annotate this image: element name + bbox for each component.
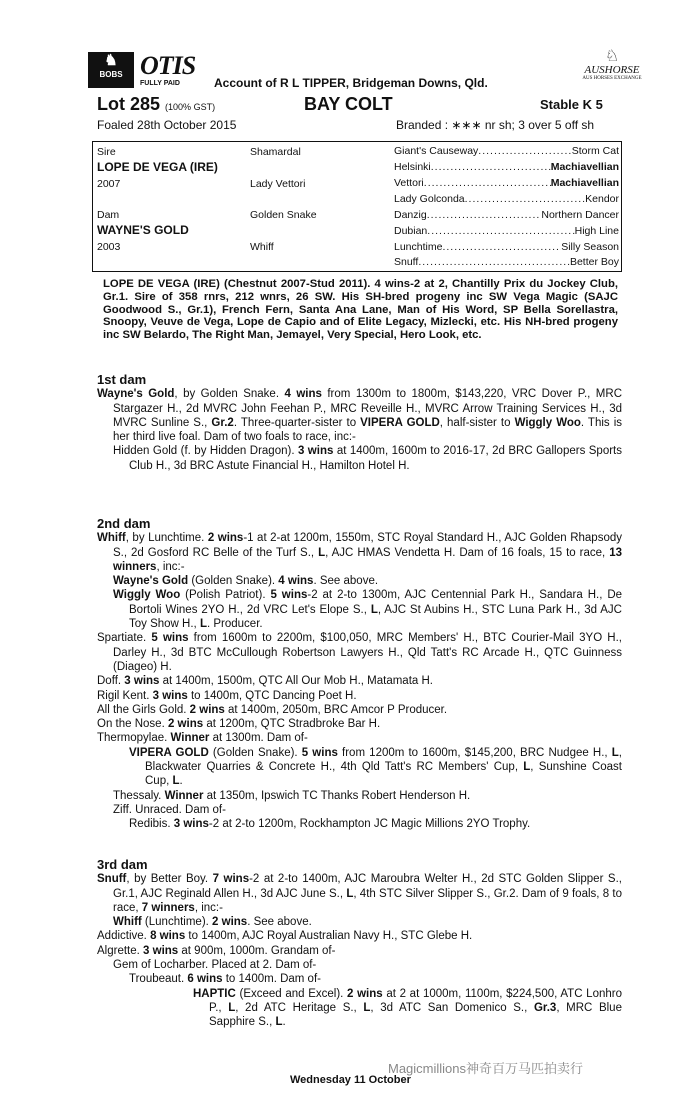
foaled-date: Foaled 28th October 2015 <box>97 118 237 132</box>
listed: L <box>611 746 619 759</box>
otis-logo-sub: FULLY PAID <box>140 80 180 87</box>
pedigree-row <box>394 208 619 223</box>
text: , AJC HMAS Vendetta H. Dam of 16 foals, 15 to race, <box>325 546 610 559</box>
wins: Winner <box>164 789 204 802</box>
progeny-entry <box>97 689 622 703</box>
progeny-name: On the Nose. <box>97 718 168 731</box>
progeny-name: Addictive. <box>97 930 151 943</box>
second-dam-heading: 2nd dam <box>97 516 151 531</box>
ancestor-sire: High Line <box>574 225 619 237</box>
text: (f. by Hidden Dragon). <box>177 445 298 458</box>
progeny-name: Rigil Kent. <box>97 689 153 702</box>
text: at 1400m, 2050m, BRC Amcor P Producer. <box>224 703 448 716</box>
grandsire-paternal: Shamardal <box>250 146 301 158</box>
wins: 3 wins <box>152 689 188 702</box>
text: (Lunchtime). <box>141 916 213 929</box>
text: at 1300m. Dam of- <box>209 732 308 745</box>
pedigree-row <box>394 255 619 270</box>
text: , by Lunchtime. <box>125 532 208 545</box>
pedigree-row <box>394 192 619 207</box>
progeny-name: Gem of Locharber. Placed at 2. Dam of- <box>113 959 317 972</box>
account-line: Account of R L TIPPER, Bridgeman Downs, Qld. <box>214 76 488 90</box>
text: , Sunshine Coast Cup, <box>145 761 622 788</box>
progeny-name: Redibis. <box>129 818 174 831</box>
progeny-entry <box>97 929 622 943</box>
text: . <box>179 775 183 788</box>
progeny-entry <box>97 817 622 831</box>
progeny-entry <box>97 674 622 688</box>
text: , AJC St Aubins H., STC Luna Park H., 3d AJC Toy Show H., <box>129 603 622 631</box>
grandsire-maternal: Golden Snake <box>250 209 317 221</box>
progeny-name: Ziff. Unraced. Dam of- <box>113 803 226 816</box>
text: -2 at 2-to 1300m, AJC Centennial Park H., Sandara H., De Bortoli Wines 2YO H., 2d VRC Let's Elope S., <box>129 589 623 616</box>
ancestor: Dubian <box>394 225 428 237</box>
pedigree-row <box>394 144 619 159</box>
pedigree-row <box>394 224 619 239</box>
ancestor: Vettori <box>394 177 424 189</box>
progeny-name: Algrette. <box>97 944 144 957</box>
aushorse-logo-text: AUSHORSE <box>584 64 640 76</box>
text: at 900m, 1000m. Grandam of- <box>178 944 336 957</box>
text: at 1400m, 1600m to 2016-17, 2d BRC Gallopers Sports Club H., 3d BRC Astute Financial H., Hamilton Hotel H. <box>129 445 622 472</box>
text: from 1300m to 1800m, $143,220, VRC Dover P., MRC Stargazer H., 2d MVRC John Feehan P., MRC Reveille H., MVRC Arrow Training Services H., 3d MVRC Sunline S., <box>113 388 623 429</box>
dam-name: Whiff <box>97 532 126 545</box>
progeny-entry <box>97 631 622 674</box>
progeny-name: All the Girls Gold. <box>97 703 190 716</box>
dam-year: 2003 <box>97 241 121 253</box>
lot-label: Lot 285 <box>97 94 161 114</box>
branded-text: Branded : ∗∗∗ nr sh; 3 over 5 off sh <box>396 118 595 132</box>
otis-logo-text: OTIS <box>140 51 196 80</box>
text: to 1400m, AJC Royal Australian Navy H., STC Glebe H. <box>185 930 473 943</box>
second-dam-text <box>97 531 622 574</box>
progeny-name: Thessaly. <box>113 789 165 802</box>
wins: Winner <box>170 732 210 745</box>
sire-name: LOPE DE VEGA (IRE) <box>97 160 218 174</box>
text: to 1400m. Dam of- <box>222 973 321 986</box>
ancestor-sire: Machiavellian <box>550 177 619 189</box>
gst-note: (100% GST) <box>165 102 216 112</box>
progeny-name: Spartiate. <box>97 632 152 645</box>
wins: 3 wins <box>124 675 160 688</box>
otis-logo <box>140 51 210 90</box>
text: at 1350m, Ipswich TC Thanks Robert Henderson H. <box>203 789 471 802</box>
wins: 2 wins <box>212 916 248 929</box>
listed: L <box>172 775 180 788</box>
aushorse-logo <box>572 50 652 81</box>
third-dam-text <box>97 872 622 915</box>
text: (Golden Snake). <box>188 575 279 588</box>
wins: 2 wins <box>167 718 204 731</box>
horse-logo-icon: ♞ <box>104 52 118 69</box>
ancestor-sire: Kendor <box>585 193 619 205</box>
progeny-name: Thermopylae. <box>97 732 171 745</box>
progeny-entry <box>97 703 622 717</box>
wins: 8 wins <box>150 930 186 943</box>
pedigree-row <box>394 160 619 175</box>
progeny-entry <box>97 944 622 958</box>
text: . Three-quarter-sister to <box>233 416 361 429</box>
dam-label: Dam <box>97 209 120 221</box>
wins: 3 wins <box>297 445 334 458</box>
text: at 2 at 1000m, 1100m, $224,500, ATC Lonhro P., <box>209 987 622 1014</box>
bobs-logo <box>88 52 134 88</box>
listed: L <box>523 761 531 774</box>
ancestor: Snuff <box>394 256 419 268</box>
text: (Exceed and Excel). <box>235 987 348 1000</box>
listed: L <box>275 1016 283 1029</box>
wins: 2 wins <box>189 703 225 716</box>
wins: 3 wins <box>143 944 179 957</box>
text: (Polish Patriot). <box>180 589 271 602</box>
grade: Gr.2 <box>211 416 234 429</box>
ancestor-sire: Northern Dancer <box>541 209 619 221</box>
wins: 5 wins <box>301 746 338 759</box>
text: at 1200m, QTC Stradbroke Bar H. <box>203 718 381 731</box>
text: -1 at 2-at 1200m, 1550m, STC Royal Standard H., AJC Golden Rhapsody S., 2d Gosford RC Belle of the Turf S., <box>113 532 622 559</box>
listed: L <box>318 546 326 559</box>
text: , half-sister to <box>439 416 515 429</box>
text: , inc:- <box>156 560 185 573</box>
progeny-entry <box>97 574 622 588</box>
text: . See above. <box>247 916 312 929</box>
progeny-entry <box>97 444 622 473</box>
first-dam-section <box>97 373 622 473</box>
ancestor-sire: Storm Cat <box>571 145 619 157</box>
ancestor: Lunchtime <box>394 241 443 253</box>
progeny-name: Troubeaut. <box>129 973 188 986</box>
wins: 2 wins <box>347 987 383 1000</box>
ancestor-sire: Silly Season <box>561 241 619 253</box>
winners: 13 winners <box>113 546 622 573</box>
third-dam-section <box>97 858 622 1030</box>
progeny-entry <box>97 717 622 731</box>
granddam-paternal: Lady Vettori <box>250 178 306 190</box>
text: , by Golden Snake. <box>174 388 285 401</box>
ancestor: Lady Golconda <box>394 193 465 205</box>
sire-year: 2007 <box>97 178 121 190</box>
wins: 4 wins <box>278 575 314 588</box>
ancestor-sire: Machiavellian <box>550 161 619 173</box>
stable-number: Stable K 5 <box>540 97 603 112</box>
ancestor: Danzig <box>394 209 427 221</box>
progeny-entry <box>97 958 622 972</box>
dam-name: Snuff <box>97 873 127 886</box>
progeny-name: Whiff <box>113 916 142 929</box>
text: -2 at 2-to 1200m, Rockhampton JC Magic Millions 2YO Trophy. <box>208 818 531 831</box>
dam-name: WAYNE'S GOLD <box>97 223 189 237</box>
wins: 3 wins <box>173 818 209 831</box>
listed: L <box>228 1001 236 1014</box>
progeny-entry <box>97 803 622 817</box>
progeny-entry <box>97 789 622 803</box>
second-dam-section <box>97 517 622 832</box>
wins: 4 wins <box>284 388 322 401</box>
text: , 2d ATC Heritage S., <box>235 1001 364 1014</box>
progeny-name: Hidden Gold <box>113 445 178 458</box>
progeny-name: Wiggly Woo <box>113 589 181 602</box>
progeny-name: VIPERA GOLD <box>129 746 209 759</box>
text: from 1200m to 1600m, $145,200, BRC Nudgee H., <box>337 746 612 759</box>
progeny-entry <box>97 588 622 631</box>
listed: L <box>363 1001 371 1014</box>
text: to 1400m, QTC Dancing Poet H. <box>187 689 357 702</box>
text: , 3d ATC San Domenico S., <box>370 1001 534 1014</box>
listed: L <box>370 603 378 616</box>
first-dam-heading: 1st dam <box>97 372 147 387</box>
pedigree-row <box>394 240 619 255</box>
text: (Golden Snake). <box>208 746 302 759</box>
progeny-name: Doff. <box>97 675 125 688</box>
listed: L <box>199 618 207 631</box>
text: , by Better Boy. <box>126 873 213 886</box>
text: . See above. <box>313 575 379 588</box>
bobs-logo-text: BOBS <box>99 70 123 79</box>
wins: 5 wins <box>151 632 189 645</box>
progeny-entry <box>97 731 622 745</box>
progeny-name: HAPTIC <box>193 987 236 1000</box>
text: from 1600m to 2200m, $100,050, MRC Members' H., BTC Courier-Mail 3YO H., Darley H., 3d BTC McCullough Robertson Lawyers H., Qld Tatt's RC Arcade H., QTC Guinness (Diageo) H. <box>113 632 623 673</box>
dam-name: Wayne's Gold <box>97 388 175 401</box>
wins: 7 wins <box>212 873 250 886</box>
ancestor-sire: Better Boy <box>569 256 619 268</box>
first-dam-text <box>97 387 622 444</box>
ancestor: Giant's Causeway <box>394 145 479 157</box>
granddam-maternal: Whiff <box>250 241 274 253</box>
text: . <box>282 1016 286 1029</box>
horse-sex: BAY COLT <box>304 94 393 114</box>
aushorse-logo-sub: AUS HORSES EXCHANGE <box>582 76 642 81</box>
text: at 1400m, 1500m, QTC All Our Mob H., Matamata H. <box>159 675 433 688</box>
pedigree-row <box>394 176 619 191</box>
sire-label: Sire <box>97 146 116 158</box>
third-dam-heading: 3rd dam <box>97 857 148 872</box>
text: -2 at 2-to 1400m, AJC Maroubra Welter H., 2d STC Golden Slipper S., Gr.1, AJC Reginald Allen H., 3d AJC June S., <box>113 873 622 900</box>
winners: 7 winners <box>141 901 195 914</box>
progeny-entry <box>97 746 622 789</box>
grade: Gr.3 <box>533 1001 557 1014</box>
text: , inc:- <box>194 901 223 914</box>
text: . This is her third live foal. Dam of two foals to race, inc:- <box>113 416 622 444</box>
ancestor: Helsinki <box>394 161 431 173</box>
watermark: Magicmillions神奇百万马匹拍卖行 <box>388 1061 584 1076</box>
wins: 6 wins <box>187 973 223 986</box>
relative-name: Wiggly Woo <box>514 416 581 429</box>
lot-number <box>97 94 215 115</box>
sire-biography: LOPE DE VEGA (IRE) (Chestnut 2007-Stud 2011). 4 wins-2 at 2, Chantilly Prix du Jockey Club, Gr.1. Sire of 358 rnrs, 212 wnrs, 26 SW. His SH-bred progeny inc SW Vega Magic (SAJC Goodwood S., Gr.1), French Fern, Santa Ana Lane, Man of His Word, SP Bella Sorellastra, Snoopy, Veuve de Vega, Lope de Capio and of Elite Legacy, Mizlecki, etc. His NH-bred progeny inc SW Belardo, The Right Man, Jemayel, Very Special, Hero Look, etc. <box>103 278 618 342</box>
text: , Blackwater Quarries & Concrete H., 4th Qld Tatt's RC Members' Cup, <box>145 746 622 774</box>
progeny-entry <box>97 915 622 929</box>
text: . Producer. <box>206 618 263 631</box>
listed: L <box>346 887 354 900</box>
progeny-entry <box>97 987 622 1030</box>
aushorse-horse-icon: ♘ <box>604 48 620 65</box>
progeny-entry <box>97 972 622 986</box>
relative-name: VIPERA GOLD <box>360 416 440 429</box>
sale-date: Wednesday 11 October <box>290 1074 411 1086</box>
text: , MRC Blue Sapphire S., <box>209 1001 622 1029</box>
text: , 4th STC Silver Slipper S., Gr.2. Dam of 9 foals, 8 to race, <box>113 887 622 914</box>
wins: 5 wins <box>270 589 308 602</box>
wins: 2 wins <box>207 532 244 545</box>
progeny-name: Wayne's Gold <box>113 575 189 588</box>
